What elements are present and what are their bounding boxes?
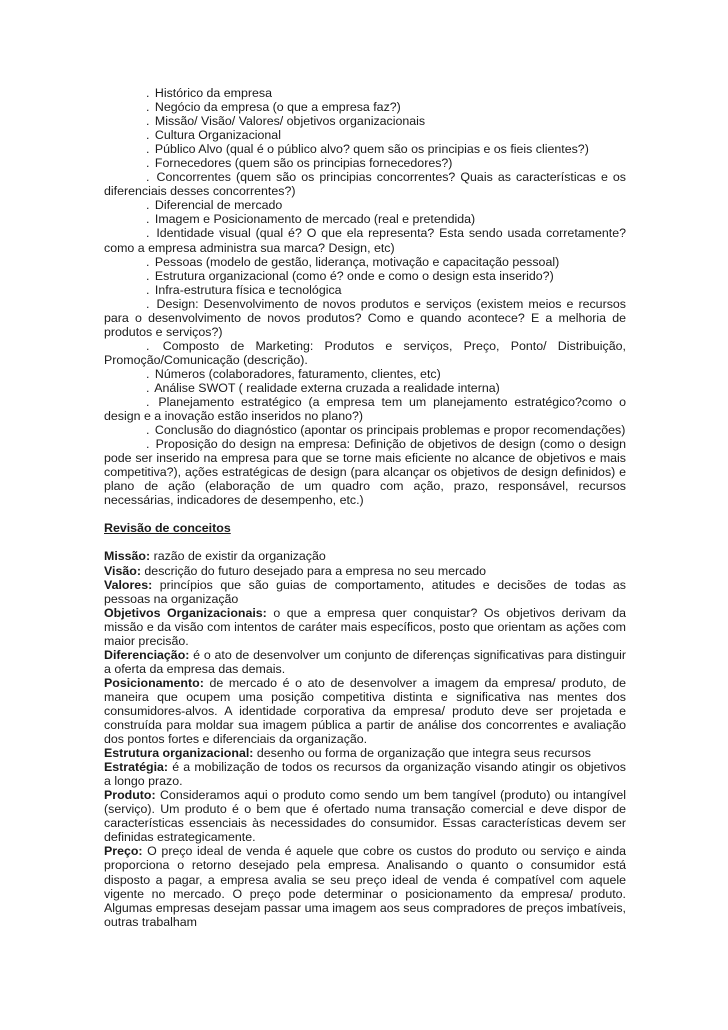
concept-term: Produto: — [104, 788, 156, 803]
bullet-dot: . — [146, 380, 150, 395]
list-item: . Concorrentes (quem são os principias concorrentes? Quais as características e os diferenciais desses concorrentes?) — [104, 170, 626, 199]
concept-text: razão de existir da organização — [150, 549, 326, 564]
concept-text: desenho ou forma de organização que integra seus recursos — [253, 746, 591, 761]
concept-text: é o ato de desenvolver um conjunto de diferenças significativas para distinguir a oferta da empresa das demais. — [104, 647, 626, 676]
list-item: . Missão/ Visão/ Valores/ objetivos organizacionais — [146, 114, 426, 129]
concept-definition — [104, 606, 626, 648]
list-item: . Negócio da empresa (o que a empresa faz?) — [146, 100, 401, 115]
concept-text: é a mobilização de todos os recursos da organização visando atingir os objetivos a longo prazo. — [104, 760, 626, 789]
document-page — [104, 86, 626, 929]
concept-term: Valores: — [104, 577, 153, 592]
concept-definition — [104, 564, 626, 578]
list-item: . Identidade visual (qual é? O que ela representa? Esta sendo usada corretamente? como a empresa administra sua marca? Design, etc) — [104, 226, 626, 255]
concept-definition — [104, 578, 626, 606]
list-item: . Números (colaboradores, faturamento, clientes, etc) — [146, 366, 441, 381]
list-item: . Design: Desenvolvimento de novos produtos e serviços (existem meios e recursos para o desenvolvimento de novos produtos? Como e quando acontece? E a melhoria de produtos e serviços?) — [104, 296, 626, 339]
list-item: . Análise SWOT ( realidade externa cruzada a realidade interna) — [146, 380, 500, 395]
concept-term: Diferenciação: — [104, 647, 190, 662]
list-item: . Composto de Marketing: Produtos e serviços, Preço, Ponto/ Distribuição, Promoção/Comunicação (descrição). — [104, 338, 626, 367]
diagnostic-list — [104, 86, 626, 507]
concepts-list — [104, 549, 626, 928]
concept-term: Preço: — [104, 844, 143, 859]
bullet-dot: . — [146, 282, 150, 297]
bullet-dot: . — [146, 100, 150, 115]
concept-definition — [104, 746, 626, 760]
bullet-dot: . — [146, 437, 150, 452]
list-item: . Público Alvo (qual é o público alvo? quem são os principias e os fieis clientes?) — [146, 142, 589, 157]
bullet-dot: . — [146, 114, 150, 129]
list-item: . Diferencial de mercado — [146, 198, 283, 213]
list-item: . Histórico da empresa — [146, 86, 272, 100]
concept-text: O preço ideal de venda é aquele que cobre os custos do produto ou serviço e ainda proporciona o retorno desejado pela empresa. Analisando o quanto o consumidor está disposto a pagar, a empresa avalia se seu preço ideal de venda é compatível com aquele vigente no mercado. O preço pode determinar o posicionamento da empresa/ produto. Algumas empresas desejam passar uma imagem aos seus compradores de preços imbatíveis, outras trabalham — [104, 844, 626, 929]
concept-term: Estratégia: — [104, 760, 169, 775]
list-item: . Proposição do design na empresa: Definição de objetivos de design (como o design pode ser inserido na empresa para que se torne mais eficiente no alcance de objetivos e mais competitiva?), ações estratégicas de design (para alcançar os objetivos de design definidos) e plano de ação (elaboração de um quadro com ação, prazo, responsável, recursos necessárias, indicadores de desempenho, etc.) — [104, 437, 626, 508]
spacer — [104, 507, 626, 521]
concept-definition — [104, 549, 626, 563]
bullet-dot: . — [146, 226, 150, 241]
bullet-dot: . — [146, 212, 150, 227]
section-title: Revisão de conceitos — [104, 521, 231, 536]
list-item: . Infra-estrutura física e tecnológica — [146, 282, 342, 297]
bullet-dot: . — [146, 128, 150, 143]
list-item: . Planejamento estratégico (a empresa tem um planejamento estratégico?como o design e a inovação estão inseridos no plano?) — [104, 395, 626, 424]
bullet-dot: . — [146, 142, 150, 157]
bullet-dot: . — [146, 86, 150, 100]
spacer — [104, 535, 626, 549]
bullet-dot: . — [146, 170, 150, 185]
concept-text: de mercado é o ato de desenvolver a imagem da empresa/ produto, de maneira que ocupem uma posição competitiva distinta e significativa nas mentes dos consumidores-alvos. A identidade corporativa da empresa/ produto deve ser projetada e construída para moldar sua imagem pública a partir de análise dos concorrentes e avaliação dos pontos fortes e diferenciais da organização. — [104, 675, 626, 747]
concept-text: Consideramos aqui o produto como sendo um bem tangível (produto) ou intangível (serviço). Um produto é o bem que é ofertado numa transação comercial e deve dispor de características essenciais às necessidades do consumidor. Essas características devem ser definidas estrategicamente. — [104, 788, 626, 845]
concept-text: princípios que são guias de comportamento, atitudes e decisões de todas as pessoas na organização — [104, 577, 626, 606]
list-item: . Fornecedores (quem são os principias fornecedores?) — [146, 156, 453, 171]
concept-term: Missão: — [104, 549, 151, 564]
concept-definition — [104, 676, 626, 746]
bullet-dot: . — [146, 268, 150, 283]
bullet-dot: . — [146, 395, 150, 410]
list-item: . Pessoas (modelo de gestão, liderança, motivação e capacitação pessoal) — [146, 254, 560, 269]
concept-term: Estrutura organizacional: — [104, 746, 254, 761]
bullet-dot: . — [146, 198, 150, 213]
list-item: . Cultura Organizacional — [146, 128, 281, 143]
list-item: . Estrutura organizacional (como é? onde e como o design esta inserido?) — [146, 268, 554, 283]
bullet-dot: . — [146, 254, 150, 269]
concept-definition — [104, 788, 626, 844]
bullet-dot: . — [146, 296, 150, 311]
bullet-dot: . — [146, 423, 150, 438]
concept-term: Posicionamento: — [104, 675, 204, 690]
list-item: . Conclusão do diagnóstico (apontar os principais problemas e propor recomendações) — [146, 423, 626, 438]
concept-definition — [104, 648, 626, 676]
bullet-dot: . — [146, 156, 150, 171]
list-item: . Imagem e Posicionamento de mercado (real e pretendida) — [146, 212, 476, 227]
concept-text: o que a empresa quer conquistar? Os objetivos derivam da missão e da visão com intentos de caráter mais específicos, posto que orientam as ações com maior precisão. — [104, 605, 626, 648]
bullet-dot: . — [146, 366, 150, 381]
concept-term: Objetivos Organizacionais: — [104, 605, 267, 620]
bullet-dot: . — [146, 338, 150, 353]
concept-definition — [104, 760, 626, 788]
concept-term: Visão: — [104, 563, 141, 578]
concept-text: descrição do futuro desejado para a empresa no seu mercado — [140, 563, 487, 578]
concept-definition — [104, 844, 626, 928]
